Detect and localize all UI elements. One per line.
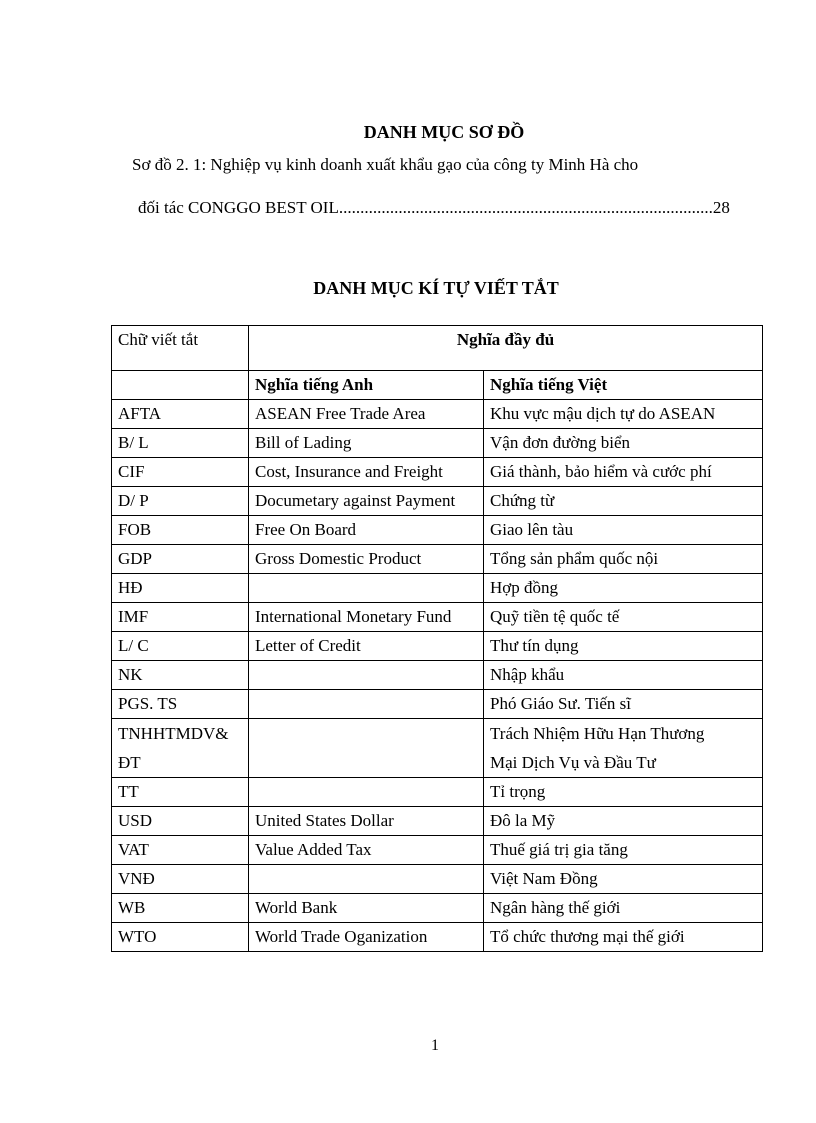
vietnamese-cell: Tổng sản phẩm quốc nội: [484, 545, 763, 574]
header-english: Nghĩa tiếng Anh: [249, 371, 484, 400]
vietnamese-cell: Nhập khẩu: [484, 661, 763, 690]
table-row: [112, 865, 763, 894]
english-cell: ASEAN Free Trade Area: [249, 400, 484, 429]
english-cell: [249, 661, 484, 690]
abbr-cell: HĐ: [112, 574, 249, 603]
toc-leader-dots: ........................................................................................: [338, 198, 713, 217]
abbr-cell: IMF: [112, 603, 249, 632]
toc-page-number: 28: [712, 198, 730, 217]
vietnamese-cell: Vận đơn đường biển: [484, 429, 763, 458]
english-cell: Value Added Tax: [249, 836, 484, 865]
vietnamese-cell: Hợp đồng: [484, 574, 763, 603]
toc-entry-title: đối tác CONGGO BEST OIL: [138, 198, 339, 217]
english-cell: World Bank: [249, 894, 484, 923]
table-row: [112, 603, 763, 632]
toc-entry-line1: Sơ đồ 2. 1: Nghiệp vụ kinh doanh xuất khẩu gạo của công ty Minh Hà cho: [132, 155, 639, 174]
abbr-cell: CIF: [112, 458, 249, 487]
abbr-cell: VNĐ: [112, 865, 249, 894]
subheader-empty-cell: [112, 371, 249, 400]
english-cell: International Monetary Fund: [249, 603, 484, 632]
table-subheader-row: [112, 371, 763, 400]
table-row: [112, 719, 763, 778]
abbr-cell: B/ L: [112, 429, 249, 458]
abbr-cell: GDP: [112, 545, 249, 574]
vietnamese-cell: Giao lên tàu: [484, 516, 763, 545]
english-cell: Documetary against Payment: [249, 487, 484, 516]
english-cell: Free On Board: [249, 516, 484, 545]
table-row: [112, 574, 763, 603]
vietnamese-cell: Tổ chức thương mại thế giới: [484, 923, 763, 952]
viet-tat-heading: DANH MỤC KÍ TỰ VIẾT TẮT: [313, 278, 559, 298]
vietnamese-line: Mại Dịch Vụ và Đầu Tư: [490, 753, 656, 772]
table-row: [112, 661, 763, 690]
abbr-cell: TT: [112, 778, 249, 807]
table-row: [112, 690, 763, 719]
abbr-cell: WB: [112, 894, 249, 923]
abbr-cell: [112, 719, 249, 778]
table-row: [112, 429, 763, 458]
abbr-cell: VAT: [112, 836, 249, 865]
vietnamese-cell: Tỉ trọng: [484, 778, 763, 807]
header-vietnamese: Nghĩa tiếng Việt: [484, 371, 763, 400]
header-full-meaning: Nghĩa đầy đủ: [249, 326, 763, 371]
vietnamese-cell: Phó Giáo Sư. Tiến sĩ: [484, 690, 763, 719]
table-row: [112, 487, 763, 516]
table-row: [112, 516, 763, 545]
english-cell: Bill of Lading: [249, 429, 484, 458]
abbr-cell: L/ C: [112, 632, 249, 661]
vietnamese-cell: Ngân hàng thế giới: [484, 894, 763, 923]
vietnamese-cell: Giá thành, bảo hiểm và cước phí: [484, 458, 763, 487]
english-cell: [249, 865, 484, 894]
english-cell: World Trade Oganization: [249, 923, 484, 952]
english-cell: [249, 690, 484, 719]
abbr-cell: NK: [112, 661, 249, 690]
abbr-cell: D/ P: [112, 487, 249, 516]
english-cell: [249, 719, 484, 778]
vietnamese-line: Trách Nhiệm Hữu Hạn Thương: [490, 724, 705, 743]
vietnamese-cell: Đô la Mỹ: [484, 807, 763, 836]
abbr-line: TNHHTMDV&: [118, 724, 229, 743]
english-cell: Letter of Credit: [249, 632, 484, 661]
table-row: [112, 836, 763, 865]
header-abbr: Chữ viết tắt: [112, 326, 249, 371]
toc-entry-line2: [138, 198, 730, 218]
abbreviation-table: [111, 325, 763, 952]
english-cell: United States Dollar: [249, 807, 484, 836]
vietnamese-cell: Khu vực mậu dịch tự do ASEAN: [484, 400, 763, 429]
vietnamese-cell: [484, 719, 763, 778]
abbr-cell: FOB: [112, 516, 249, 545]
table-row: [112, 894, 763, 923]
abbr-cell: WTO: [112, 923, 249, 952]
english-cell: [249, 574, 484, 603]
table-row: [112, 400, 763, 429]
vietnamese-cell: Việt Nam Đồng: [484, 865, 763, 894]
abbr-cell: USD: [112, 807, 249, 836]
english-cell: Gross Domestic Product: [249, 545, 484, 574]
table-row: [112, 807, 763, 836]
vietnamese-cell: Quỹ tiền tệ quốc tế: [484, 603, 763, 632]
english-cell: Cost, Insurance and Freight: [249, 458, 484, 487]
so-do-heading: DANH MỤC SƠ ĐỒ: [363, 122, 525, 142]
abbr-cell: AFTA: [112, 400, 249, 429]
vietnamese-cell: Chứng từ: [484, 487, 763, 516]
table-header-row: [112, 326, 763, 371]
page-number: 1: [431, 1037, 439, 1054]
table-row: [112, 923, 763, 952]
table-row: [112, 458, 763, 487]
abbr-line: ĐT: [118, 753, 141, 772]
vietnamese-cell: Thuế giá trị gia tăng: [484, 836, 763, 865]
table-row: [112, 778, 763, 807]
table-row: [112, 545, 763, 574]
vietnamese-cell: Thư tín dụng: [484, 632, 763, 661]
abbr-cell: PGS. TS: [112, 690, 249, 719]
table-row: [112, 632, 763, 661]
english-cell: [249, 778, 484, 807]
